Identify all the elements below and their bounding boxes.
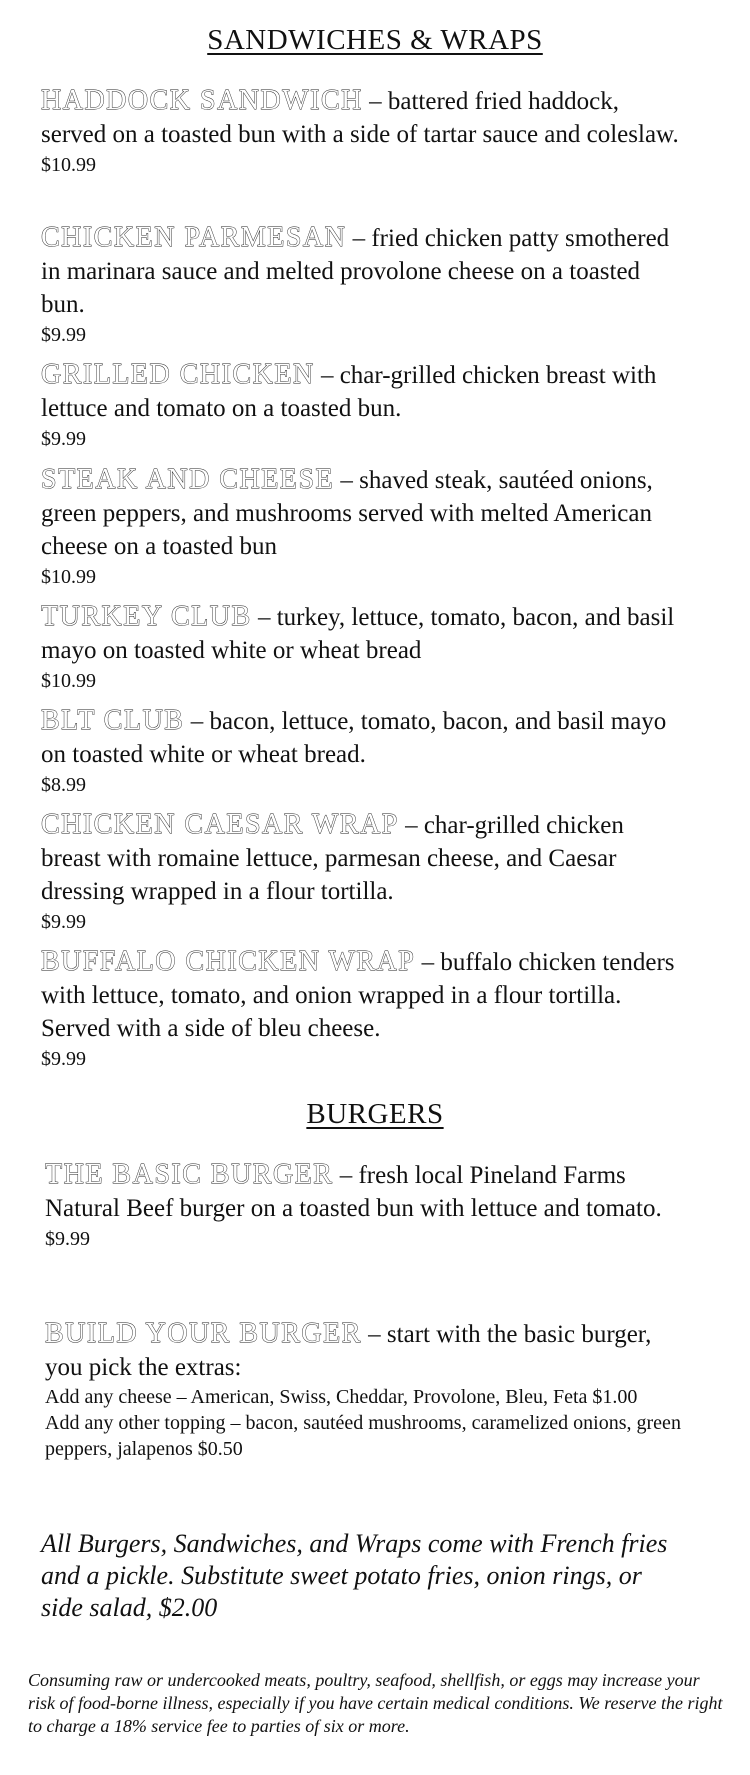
food-safety-disclaimer: Consuming raw or undercooked meats, poultry, seafood, shellfish, or eggs may increase your risk of food-borne illness, especially if you have certain medical conditions. We reserve the right to charge a 18% service fee to parties of six or more. xyxy=(28,1670,723,1736)
item-name: BLT CLUB xyxy=(41,705,185,736)
item-price: $10.99 xyxy=(41,566,96,588)
menu-item-chicken-caesar-wrap xyxy=(41,808,681,935)
burgers-heading: BURGERS xyxy=(306,1098,444,1130)
extra-topping-option: Add any other topping – bacon, sautéed mushrooms, caramelized onions, green peppers, jalapenos $0.50 xyxy=(45,1412,681,1460)
sides-note: All Burgers, Sandwiches, and Wraps come with French fries and a pickle. Substitute sweet potato fries, onion rings, or side salad, $2.00 xyxy=(41,1529,668,1622)
item-description: – char-grilled chicken breast with romaine lettuce, parmesan cheese, and Caesar dressing wrapped in a flour tortilla. xyxy=(41,812,624,905)
item-name: TURKEY CLUB xyxy=(41,601,252,632)
menu-item-grilled-chicken xyxy=(41,358,681,452)
menu-item-steak-and-cheese xyxy=(41,463,681,590)
menu-item-blt-club xyxy=(41,704,681,798)
item-name: CHICKEN CAESAR WRAP xyxy=(41,809,399,840)
menu-item-basic-burger xyxy=(45,1158,685,1252)
item-name: HADDOCK SANDWICH xyxy=(41,85,363,116)
item-price: $10.99 xyxy=(41,670,96,692)
item-name: STEAK AND CHEESE xyxy=(41,464,335,495)
item-description: – buffalo chicken tenders with lettuce, tomato, and onion wrapped in a flour tortilla. Served with a side of bleu cheese. xyxy=(41,949,675,1042)
item-name: CHICKEN PARMESAN xyxy=(41,222,347,253)
extra-cheese-option: Add any cheese – American, Swiss, Cheddar, Provolone, Bleu, Feta $1.00 xyxy=(45,1386,638,1408)
menu-item-chicken-parmesan xyxy=(41,221,681,348)
item-price: $9.99 xyxy=(45,1228,90,1250)
item-description: – bacon, lettuce, tomato, bacon, and basil mayo on toasted white or wheat bread. xyxy=(41,708,667,768)
item-description: – battered fried haddock, served on a toasted bun with a side of tartar sauce and coleslaw. xyxy=(41,88,679,148)
item-price: $9.99 xyxy=(41,911,86,933)
menu-item-haddock-sandwich xyxy=(41,84,681,178)
item-price: $9.99 xyxy=(41,1048,86,1070)
item-description: – shaved steak, sautéed onions, green peppers, and mushrooms served with melted American cheese on a toasted bun xyxy=(41,467,653,560)
item-price: $10.99 xyxy=(41,154,96,176)
item-description: – char-grilled chicken breast with lettuce and tomato on a toasted bun. xyxy=(41,362,657,422)
item-name: THE BASIC BURGER xyxy=(45,1159,334,1190)
sandwiches-wraps-heading: SANDWICHES & WRAPS xyxy=(207,24,543,56)
item-price: $8.99 xyxy=(41,774,86,796)
item-price: $9.99 xyxy=(41,428,86,450)
item-description: – turkey, lettuce, tomato, bacon, and basil mayo on toasted white or wheat bread xyxy=(41,604,675,664)
item-name: BUFFALO CHICKEN WRAP xyxy=(41,946,416,977)
menu-item-build-your-burger xyxy=(45,1317,685,1462)
item-name: GRILLED CHICKEN xyxy=(41,359,315,390)
menu-item-turkey-club xyxy=(41,600,681,694)
item-name: BUILD YOUR BURGER xyxy=(45,1318,362,1349)
item-description: – fried chicken patty smothered in marinara sauce and melted provolone cheese on a toasted bun. xyxy=(41,225,670,318)
item-price: $9.99 xyxy=(41,324,86,346)
item-description: – fresh local Pineland Farms Natural Beef burger on a toasted bun with lettuce and tomato. xyxy=(45,1162,662,1222)
menu-item-buffalo-chicken-wrap xyxy=(41,945,681,1072)
item-description: – start with the basic burger, you pick the extras: xyxy=(45,1321,652,1381)
